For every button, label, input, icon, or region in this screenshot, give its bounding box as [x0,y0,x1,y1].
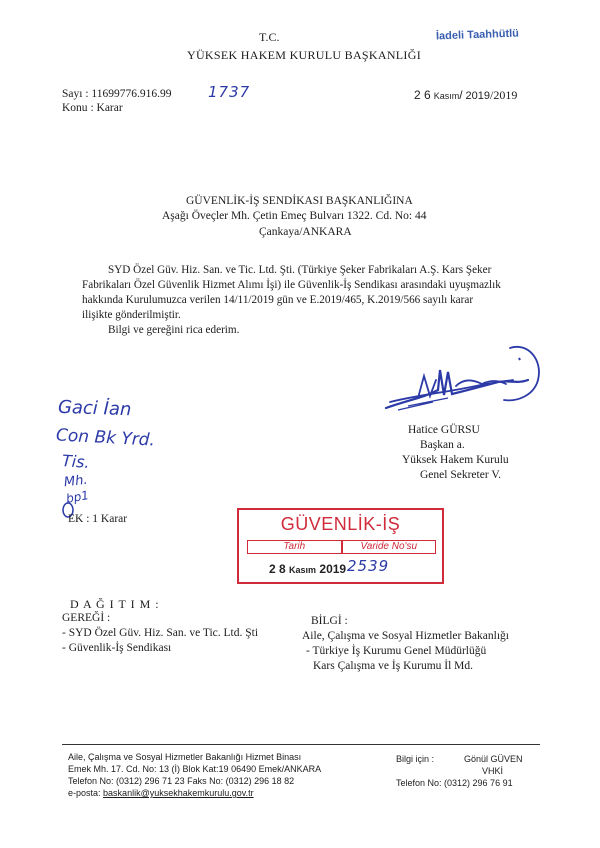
footer-divider [62,744,540,745]
closing-line: Bilgi ve gereğini rica ederim. [108,324,240,336]
footer-contact-name: Gönül GÜVEN [464,754,523,764]
attachment-label: EK [68,513,84,525]
receipt-date-year: 2019 [319,562,347,576]
handwritten-note-5: bp1 [64,488,90,506]
body-line-2: Fabrikaları Özel Güvenlik Hizmet Alımı İşi) ile Güvenlik-İş Sendikası arasındaki uyuşmazlık [82,279,501,291]
footer-info-label: Bilgi için : [396,754,435,764]
recipient-name: GÜVENLİK-İŞ SENDİKASI BAŞKANLIĞINA [186,195,413,207]
recipient-city: Çankaya/ANKARA [259,226,352,238]
konu-value: : Karar [90,102,123,114]
signer-title-1: Başkan a. [420,439,465,451]
body-line-3: hakkında Kurulumuzca verilen 14/11/2019 gün ve E.2019/465, K.2019/566 sayılı karar [82,294,474,306]
attachment-line [68,513,127,525]
signer-name: Hatice GÜRSU [408,424,480,436]
distribution-gereg-item-2: - Güvenlik-İş Sendikası [62,642,172,654]
reference-number [62,88,171,100]
signer-title-2: Yüksek Hakem Kurulu [402,454,509,466]
handwritten-note-4: Mh. [63,472,89,491]
distribution-gereg-title: GEREĞİ : [62,612,111,624]
header-country: T.C. [259,30,280,44]
receipt-stamp [237,508,444,584]
footer-contact-title: VHKİ [482,766,504,776]
signature-scribble [378,340,558,420]
footer-email-line [68,788,254,798]
handwritten-note-1: Gaci İan [57,396,132,421]
signer-title-3: Genel Sekreter V. [420,469,502,481]
handwritten-reference: 1737 [208,83,251,101]
distribution-title: D A Ğ I T I M : [70,597,160,611]
distribution-bilgi-item-3: Kars Çalışma ve İş Kurumu İl Md. [313,660,474,672]
body-line-4: ilişikte gönderilmiştir. [82,309,181,321]
receipt-stamp-date [269,562,346,576]
footer-email-label: e-posta: [68,788,101,798]
sayi-label: Sayı [62,88,83,100]
distribution-bilgi-item-1: Aile, Çalışma ve Sosyal Hizmetler Bakanlığı [302,630,509,642]
date-stamp-month: Kasım [433,91,460,101]
date-line: 2 6 Kasım/ 2019/2019 [414,88,518,102]
receipt-date-day: 2 8 [269,562,286,576]
registered-mail-stamp: İadeli Taahhütlü [435,27,520,43]
footer-address-1: Aile, Çalışma ve Sosyal Hizmetler Bakanlığı Hizmet Binası [68,752,302,762]
receipt-stamp-title: GÜVENLİK-İŞ [280,514,401,534]
footer-contact-phone: Telefon No: (0312) 296 76 91 [396,778,513,788]
sayi-value: : 11699776.916.99 [85,88,172,100]
date-stamp-year: 2019 [465,90,491,102]
header-institution: YÜKSEK HAKEM KURULU BAŞKANLIĞI [187,48,421,62]
receipt-stamp-number: 2539 [347,557,390,575]
distribution-gereg-item-1: - SYD Özel Güv. Hiz. San. ve Tic. Ltd. Şti [62,627,259,639]
receipt-date-month: Kasım [289,565,317,575]
recipient-address: Aşağı Öveçler Mh. Çetin Emeç Bulvarı 1322. Cd. No: 44 [162,210,427,222]
date-suffix: /2019 [490,88,518,102]
footer-address-2: Emek Mh. 17. Cd. No: 13 (İ) Blok Kat:19 06490 Emek/ANKARA [68,764,322,774]
subject-line [62,102,123,114]
footer-phone: Telefon No: (0312) 296 71 23 Faks No: (0312) 296 18 82 [68,776,295,786]
attachment-value: : 1 Karar [86,513,128,525]
konu-label: Konu [62,102,88,114]
handwritten-note-3: Tis. [61,451,91,472]
handwritten-note-2: Con Bk Yrd. [55,425,156,451]
receipt-stamp-header-row [247,540,436,554]
body-line-1: SYD Özel Güv. Hiz. San. ve Tic. Ltd. Şti. (Türkiye Şeker Fabrikaları A.Ş. Kars Şeker [108,264,492,276]
distribution-bilgi-item-2: - Türkiye İş Kurumu Genel Müdürlüğü [306,645,487,657]
distribution-bilgi-title: BİLGİ : [311,615,348,627]
footer-email-link[interactable]: baskanlik@yuksekhakemkurulu.gov.tr [103,788,254,798]
receipt-stamp-number-label: Varide No'su [342,540,437,554]
date-stamp-day: 2 6 [414,88,431,102]
receipt-stamp-date-label: Tarih [247,540,342,554]
